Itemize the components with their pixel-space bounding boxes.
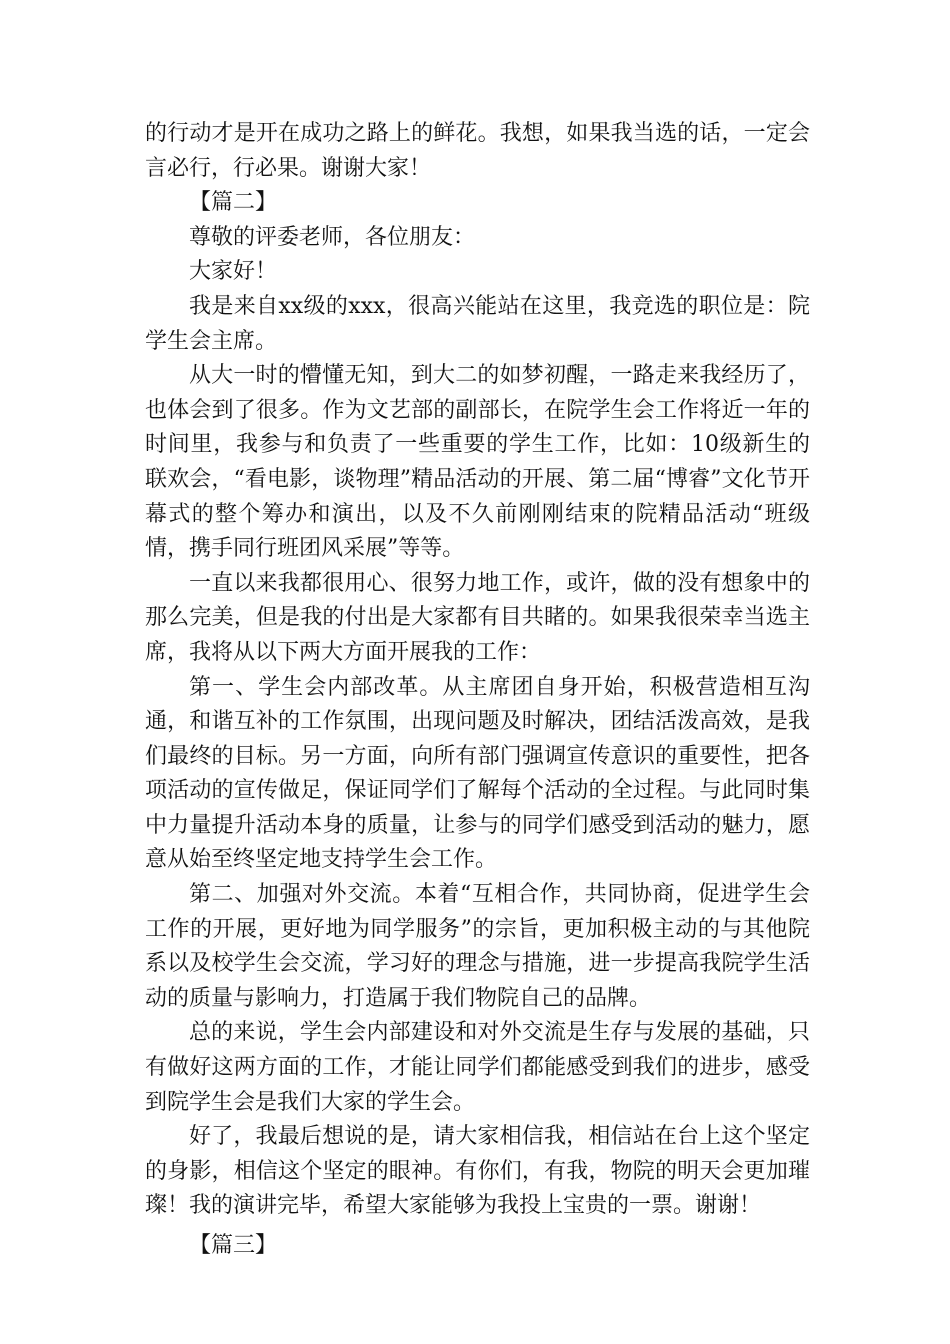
paragraph-summary: 总的来说，学生会内部建设和对外交流是生存与发展的基础，只有做好这两方面的工作，才能让同学们都能感受到我们的进步，感受到院学生会是我们大家的学生会。	[145, 1020, 810, 1115]
section-heading-part-two: 【篇二】	[189, 190, 278, 216]
paragraph-commitment: 一直以来我都很用心、很努力地工作，或许，做的没有想象中的那么完美，但是我的付出是大家都有目共睹的。如果我很荣幸当选主席，我将从以下两大方面开展我的工作：	[145, 570, 810, 665]
greeting: 大家好！	[189, 259, 278, 285]
paragraph-closing: 好了，我最后想说的是，请大家相信我，相信站在台上这个坚定的身影，相信这个坚定的眼神。有你们，有我，物院的明天会更加璀璨！我的演讲完毕，希望大家能够为我投上宝贵的一票。谢谢！	[145, 1124, 810, 1219]
paragraph-point-one: 第一、学生会内部改革。从主席团自身开始，积极营造相互沟通，和谐互补的工作氛围，出现问题及时解决，团结活泼高效，是我们最终的目标。另一方面，向所有部门强调宣传意识的重要性，把各项活动的宣传做足，保证同学们了解每个活动的全过程。与此同时集中力量提升活动本身的质量，让参与的同学们感受到活动的魅力，愿意从始至终坚定地支持学生会工作。	[145, 674, 810, 873]
section-heading-part-three: 【篇三】	[189, 1233, 278, 1258]
paragraph-introduction: 我是来自xx级的xxx，很高兴能站在这里，我竞选的职位是：院学生会主席。	[145, 293, 810, 354]
paragraph-point-two: 第二、加强对外交流。本着“互相合作，共同协商，促进学生会工作的开展，更好地为同学服务”的宗旨，更加积极主动的与其他院系以及校学生会交流，学习好的理念与措施，进一步提高我院学生活动的质量与影响力，打造属于我们物院自己的品牌。	[145, 882, 810, 1011]
paragraph-experience: 从大一时的懵懂无知，到大二的如梦初醒，一路走来我经历了，也体会到了很多。作为文艺部的副部长，在院学生会工作将近一年的时间里，我参与和负责了一些重要的学生工作，比如：10级新生的联欢会，“看电影，谈物理”精品活动的开展、第二届“博睿”文化节开幕式的整个筹办和演出，以及不久前刚刚结束的院精品活动“班级情，携手同行班团风采展”等等。	[145, 363, 810, 562]
document-body	[145, 117, 810, 1264]
salutation: 尊敬的评委老师，各位朋友：	[189, 224, 476, 250]
paragraph-continuation: 的行动才是开在成功之路上的鲜花。我想，如果我当选的话，一定会言必行，行必果。谢谢大家！	[145, 121, 810, 181]
